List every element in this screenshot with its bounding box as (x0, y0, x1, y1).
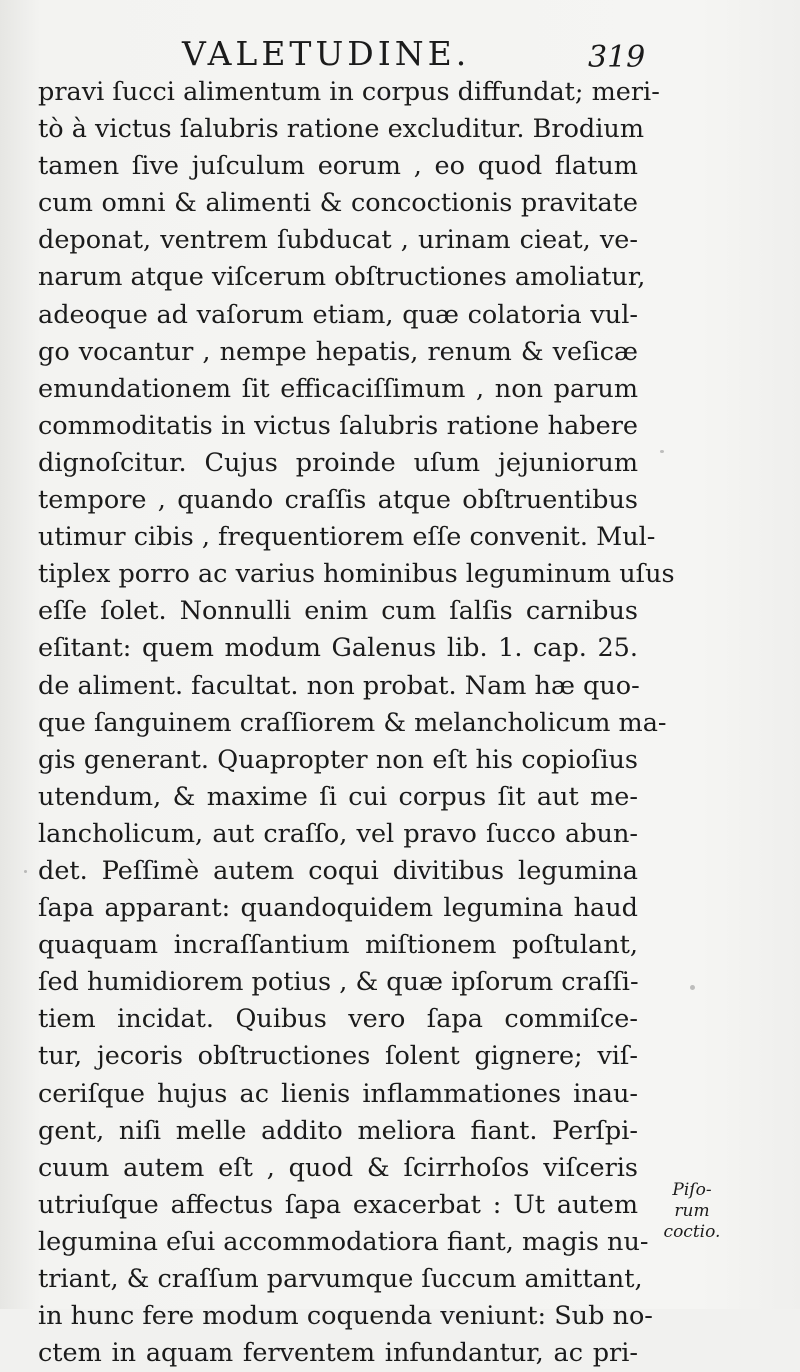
text-line: eſitant: quem modum Galenus lib. 1. cap. 25. (38, 633, 638, 664)
text-line: ſed humidiorem potius , & quæ ipſorum craſſi- (38, 967, 639, 998)
text-line: gis generant. Quapropter non eſt his copioſius (38, 744, 638, 775)
text-line: det. Peſſimè autem coqui divitibus legumina (38, 855, 638, 886)
text-line: deponat, ventrem ſubducat , urinam cieat, ve- (38, 225, 638, 256)
body-text (38, 74, 675, 1372)
text-line: tur, jecoris obſtructiones ſolent gignere; viſ- (38, 1041, 638, 1072)
text-line: tamen ſive juſculum eorum , eo quod flatum (38, 151, 638, 182)
marginal-note (652, 1180, 732, 1243)
text-line: ſapa apparant: quandoquidem legumina haud (38, 893, 638, 924)
text-line: que ſanguinem craſſiorem & melancholicum ma- (38, 707, 667, 738)
running-head: VALETUDINE. (182, 34, 471, 73)
text-line: cum omni & alimenti & concoctionis pravitate (38, 188, 638, 219)
text-line: legumina eſui accommodatiora fiant, magis nu- (38, 1226, 649, 1257)
marginal-note-line: rum (674, 1201, 710, 1221)
text-line: pravi ſucci alimentum in corpus diffundat; meri- (38, 77, 660, 107)
text-line: utimur cibis , frequentiorem eſſe convenit. Mul- (38, 522, 656, 553)
text-line: tiplex porro ac varius hominibus leguminum uſus (38, 559, 675, 590)
paper-speck (660, 450, 664, 453)
text-line: commoditatis in victus ſalubris ratione habere (38, 410, 638, 441)
text-line: ctem in aquam ferventem infundantur, ac pri- (38, 1338, 638, 1369)
marginal-note-line: coctio. (663, 1222, 721, 1242)
text-line: ceriſque hujus ac lienis inflammationes inau- (38, 1078, 638, 1109)
text-line: dignoſcitur. Cujus proinde uſum jejuniorum (38, 447, 638, 478)
text-line: go vocantur , nempe hepatis, renum & veſicæ (38, 336, 638, 367)
bleed-through-shadow (55, 1260, 745, 1280)
text-line: tiem incidat. Quibus vero ſapa commiſce- (38, 1004, 638, 1035)
paper-speck (24, 870, 27, 873)
paper-speck (690, 985, 695, 990)
text-line: quaquam incraſſantium miſtionem poſtulant, (38, 930, 638, 961)
text-line: triant, & craſſum parvumque ſuccum amittant, (38, 1264, 643, 1294)
text-line: tempore , quando craſſis atque obſtruentibus (38, 485, 638, 516)
text-line: cuum autem eſt , quod & ſcirrhoſos viſceris (38, 1152, 638, 1183)
text-line: adeoque ad vaſorum etiam, quæ colatoria vul- (38, 299, 638, 330)
text-line: de aliment. facultat. non probat. Nam hæ quo- (38, 670, 640, 701)
page-number: 319 (588, 40, 646, 75)
page-header (40, 30, 646, 80)
text-line: eſſe ſolet. Nonnulli enim cum ſalſis carnibus (38, 596, 638, 627)
marginal-note-line: Piſo- (672, 1180, 712, 1200)
text-line: emundationem ſit efficaciſſimum , non parum (38, 373, 638, 404)
text-line: utriuſque affectus ſapa exacerbat : Ut autem (38, 1189, 638, 1220)
text-line: in hunc fere modum coquenda veniunt: Sub no- (38, 1301, 653, 1332)
text-line: narum atque viſcerum obſtructiones amoliatur, (38, 262, 646, 293)
text-line: gent, niſi melle addito meliora fiant. Perſpi- (38, 1115, 638, 1146)
text-line: lancholicum, aut craſſo, vel pravo ſucco abun- (38, 818, 638, 849)
text-line: tò à victus ſalubris ratione excluditur. Brodium (38, 114, 645, 145)
text-line: utendum, & maxime ſi cui corpus ſit aut me- (38, 781, 638, 812)
